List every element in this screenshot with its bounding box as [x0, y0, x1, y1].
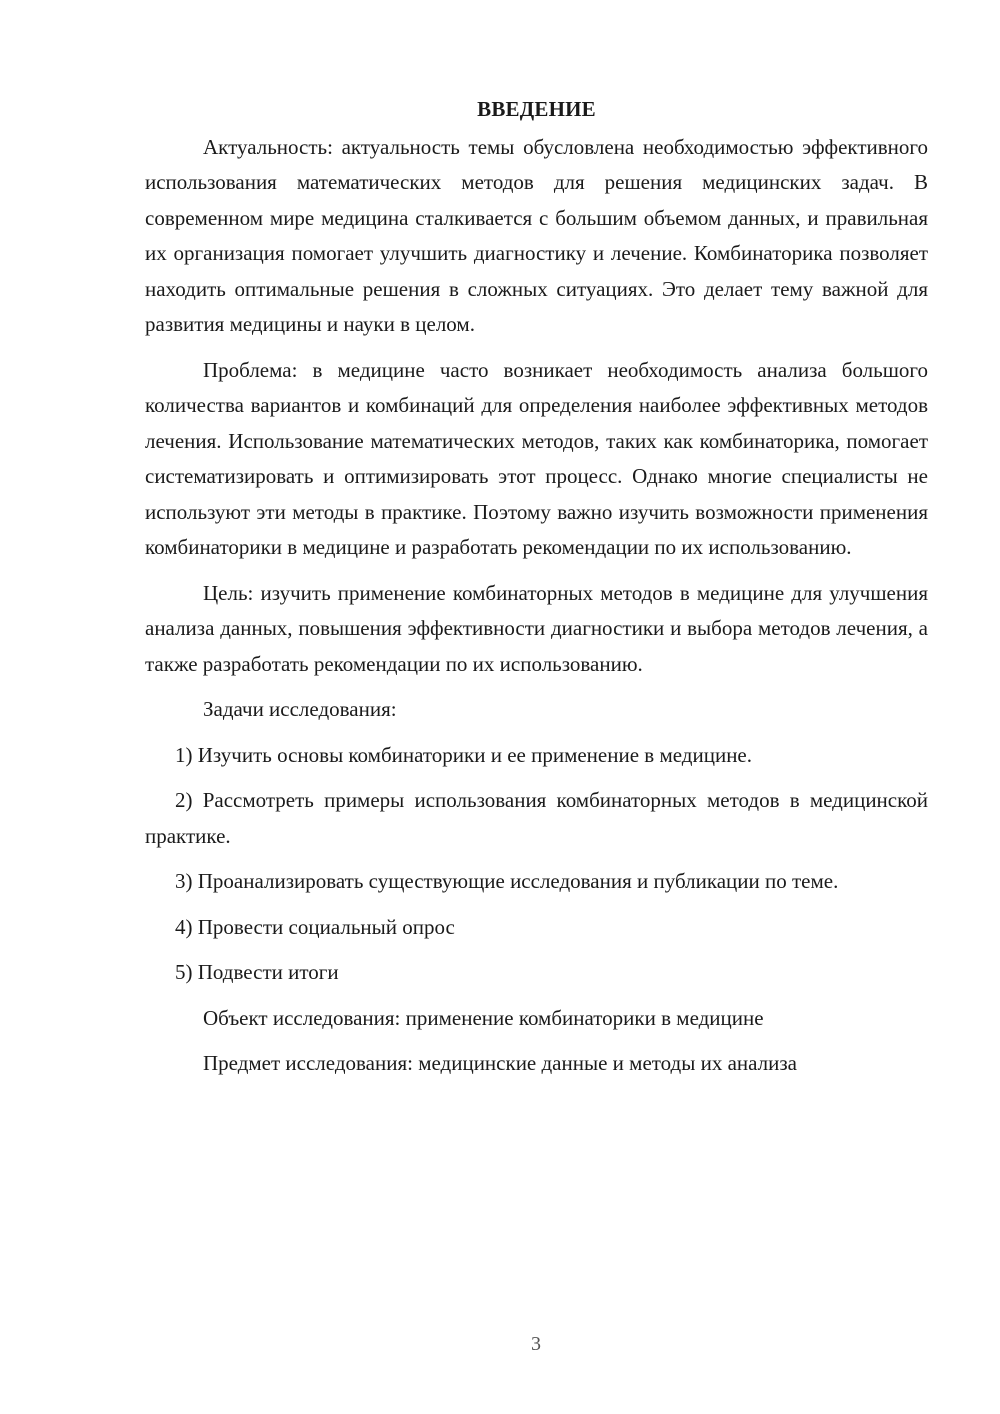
page-number: 3	[531, 1333, 541, 1355]
paragraph-relevance: Актуальность: актуальность темы обусловлена необходимостью эффективного использования математических методов для решения медицинских задач. В современном мире медицина сталкивается с большим объемом данных, и правильная их организация помогает улучшить диагностику и лечение. Комбинаторика позволяет находить оптимальные решения в сложных ситуациях. Это делает тему важной для развития медицины и науки в целом.	[145, 134, 928, 336]
research-subject: Предмет исследования: медицинские данные и методы их анализа	[203, 1051, 797, 1075]
task-item: 5) Подвести итоги	[175, 960, 339, 984]
tasks-heading: Задачи исследования:	[203, 697, 397, 721]
research-object: Объект исследования: применение комбинаторики в медицине	[203, 1005, 764, 1030]
paragraph-problem: Проблема: в медицине часто возникает необходимость анализа большого количества вариантов и комбинаций для определения наиболее эффективных методов лечения. Использование математических методов, таких как комбинаторика, помогает систематизировать и оптимизировать этот процесс. Однако многие специалисты не используют эти методы в практике. Поэтому важно изучить возможности применения комбинаторики в медицине и разработать рекомендации по их использованию.	[145, 357, 928, 559]
task-item: 4) Провести социальный опрос	[175, 914, 455, 939]
task-item: 2) Рассмотреть примеры использования комбинаторных методов в медицинской практике.	[145, 788, 928, 848]
task-item: 3) Проанализировать существующие исследования и публикации по теме.	[175, 869, 839, 893]
task-item: 1) Изучить основы комбинаторики и ее применение в медицине.	[175, 742, 752, 767]
paragraph-goal: Цель: изучить применение комбинаторных методов в медицине для улучшения анализа данных, повышения эффективности диагностики и выбора методов лечения, а также разработать рекомендации по их использованию.	[145, 580, 928, 676]
page-title: ВВЕДЕНИЕ	[477, 97, 596, 121]
page-content	[145, 92, 928, 1092]
